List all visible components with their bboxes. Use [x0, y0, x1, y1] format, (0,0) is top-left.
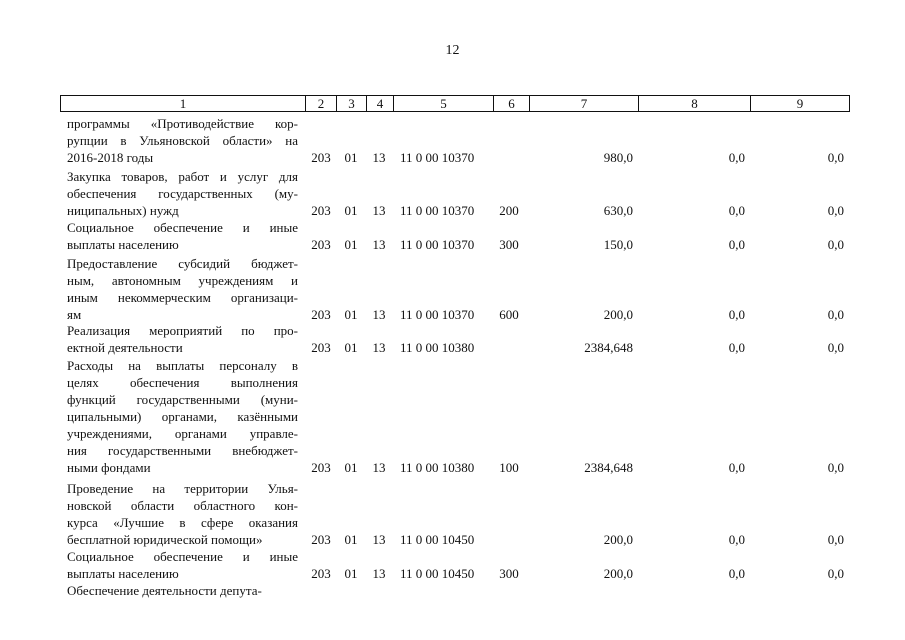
header-col-4: 4: [367, 96, 394, 111]
cell-col-8: 0,0: [728, 150, 745, 165]
cell-col-4: 13: [372, 340, 386, 355]
row-description: [67, 548, 298, 582]
row-description: [67, 219, 298, 253]
cell-col-2: 203: [311, 340, 331, 355]
cell-col-8: 0,0: [728, 237, 745, 252]
table-header: [60, 95, 850, 112]
cell-col-7: 980,0: [603, 150, 633, 165]
page-number: 12: [445, 43, 460, 58]
cell-col-9: 0,0: [827, 566, 844, 581]
cell-col-5: 11 0 00 10370: [400, 203, 475, 218]
description-line: ным, автономным учреждениям и: [67, 273, 298, 288]
cell-col-7: 200,0: [603, 532, 633, 547]
description-line: курса «Лучшие в сфере оказания: [67, 515, 298, 530]
row-description: [67, 480, 298, 548]
cell-col-8: 0,0: [728, 460, 745, 475]
cell-col-9: 0,0: [827, 532, 844, 547]
description-line: ния государственными внебюджет-: [67, 443, 298, 458]
cell-col-8: 0,0: [728, 566, 745, 581]
cell-col-3: 01: [344, 203, 358, 218]
cell-col-5: 11 0 00 10370: [400, 150, 475, 165]
description-line: выплаты населению: [67, 237, 179, 252]
cell-col-3: 01: [344, 237, 358, 252]
cell-col-2: 203: [311, 203, 331, 218]
description-line: иным некоммерческим организаци-: [67, 290, 298, 305]
cell-col-2: 203: [311, 566, 331, 581]
cell-col-9: 0,0: [827, 203, 844, 218]
cell-col-7: 2384,648: [584, 460, 633, 475]
header-col-5: 5: [394, 96, 494, 111]
description-line: Реализация мероприятий по про-: [67, 323, 298, 338]
cell-col-3: 01: [344, 150, 358, 165]
description-line: ными фондами: [67, 460, 151, 475]
cell-col-3: 01: [344, 307, 358, 322]
cell-col-3: 01: [344, 566, 358, 581]
description-line: Обеспечение деятельности депута-: [67, 583, 262, 598]
cell-col-9: 0,0: [827, 237, 844, 252]
header-col-3: 3: [337, 96, 367, 111]
description-line: ципальными) органами, казёнными: [67, 409, 298, 424]
description-line: Предоставление субсидий бюджет-: [67, 256, 298, 271]
cell-col-4: 13: [372, 307, 386, 322]
cell-col-3: 01: [344, 340, 358, 355]
cell-col-4: 13: [372, 532, 386, 547]
cell-col-2: 203: [311, 307, 331, 322]
cell-col-6: 300: [499, 566, 519, 581]
cell-col-9: 0,0: [827, 150, 844, 165]
cell-col-2: 203: [311, 460, 331, 475]
row-description: [67, 115, 298, 166]
cell-col-5: 11 0 00 10380: [400, 340, 475, 355]
cell-col-4: 13: [372, 203, 386, 218]
cell-col-4: 13: [372, 566, 386, 581]
description-line: ям: [67, 307, 82, 322]
header-col-6: 6: [494, 96, 530, 111]
cell-col-9: 0,0: [827, 340, 844, 355]
description-line: программы «Противодействие кор-: [67, 116, 298, 131]
cell-col-4: 13: [372, 460, 386, 475]
description-line: учреждениями, органами управле-: [67, 426, 298, 441]
cell-col-2: 203: [311, 150, 331, 165]
cell-col-5: 11 0 00 10450: [400, 566, 475, 581]
cell-col-8: 0,0: [728, 340, 745, 355]
description-line: обеспечения государственных (му-: [67, 186, 298, 201]
cell-col-9: 0,0: [827, 460, 844, 475]
description-line: бесплатной юридической помощи»: [67, 532, 263, 547]
cell-col-4: 13: [372, 237, 386, 252]
cell-col-7: 630,0: [603, 203, 633, 218]
cell-col-5: 11 0 00 10370: [400, 307, 475, 322]
cell-col-5: 11 0 00 10370: [400, 237, 475, 252]
cell-col-7: 2384,648: [584, 340, 633, 355]
description-line: ектной деятельности: [67, 340, 183, 355]
cell-col-6: 100: [499, 460, 519, 475]
cell-col-4: 13: [372, 150, 386, 165]
row-description: [67, 255, 298, 323]
row-description: [67, 168, 298, 219]
header-col-1: 1: [61, 96, 306, 111]
description-line: Социальное обеспечение и иные: [67, 220, 298, 235]
cell-col-6: 200: [499, 203, 519, 218]
cell-col-3: 01: [344, 532, 358, 547]
cell-col-2: 203: [311, 532, 331, 547]
cell-col-9: 0,0: [827, 307, 844, 322]
cell-col-2: 203: [311, 237, 331, 252]
row-description: [67, 322, 298, 356]
description-line: Проведение на территории Улья-: [67, 481, 298, 496]
cell-col-6: 600: [499, 307, 519, 322]
description-line: функций государственными (муни-: [67, 392, 298, 407]
description-line: целях обеспечения выполнения: [67, 375, 298, 390]
description-line: Расходы на выплаты персоналу в: [67, 358, 298, 373]
description-line: новской области областного кон-: [67, 498, 298, 513]
description-line: выплаты населению: [67, 566, 179, 581]
header-col-7: 7: [530, 96, 639, 111]
description-line: 2016-2018 годы: [67, 150, 154, 165]
row-description: [67, 357, 298, 476]
header-col-8: 8: [639, 96, 751, 111]
row-description: [67, 582, 298, 599]
description-line: рупции в Ульяновской области» на: [67, 133, 298, 148]
header-col-2: 2: [306, 96, 337, 111]
cell-col-5: 11 0 00 10380: [400, 460, 475, 475]
header-col-9: 9: [796, 96, 804, 111]
cell-col-3: 01: [344, 460, 358, 475]
cell-col-6: 300: [499, 237, 519, 252]
description-line: Социальное обеспечение и иные: [67, 549, 298, 564]
cell-col-8: 0,0: [728, 203, 745, 218]
cell-col-5: 11 0 00 10450: [400, 532, 475, 547]
cell-col-8: 0,0: [728, 532, 745, 547]
description-line: ниципальных) нужд: [67, 203, 179, 218]
cell-col-8: 0,0: [728, 307, 745, 322]
description-line: Закупка товаров, работ и услуг для: [67, 169, 298, 184]
cell-col-7: 200,0: [603, 307, 633, 322]
cell-col-7: 150,0: [603, 237, 633, 252]
cell-col-7: 200,0: [603, 566, 633, 581]
